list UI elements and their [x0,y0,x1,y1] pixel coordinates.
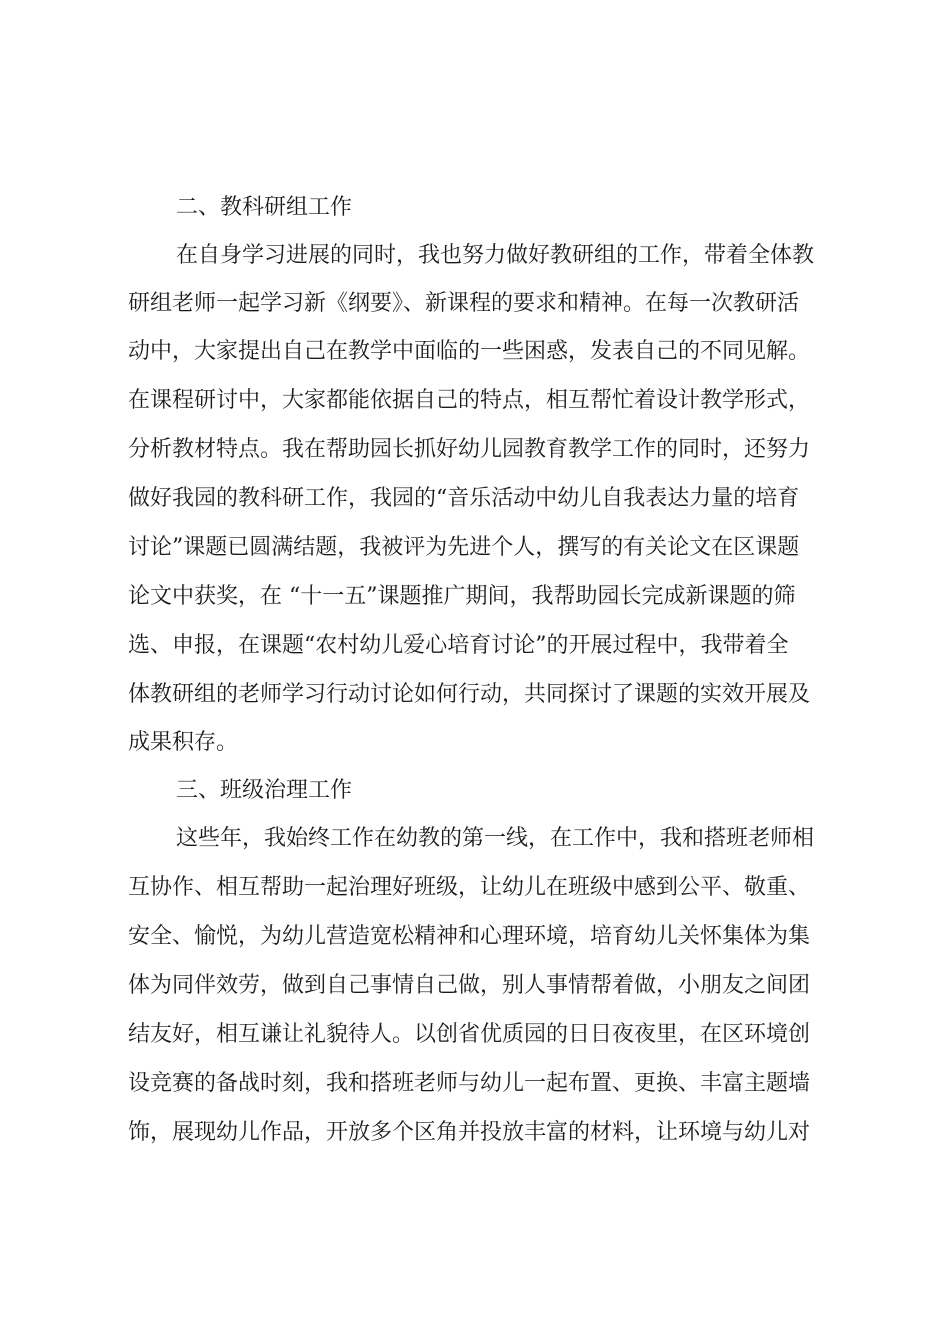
paragraph-line: 在课程研讨中，大家都能依据自己的特点，相互帮忙着设计教学形式， [128,388,811,413]
paragraph-line: 做好我园的教科研工作，我园的“音乐活动中幼儿自我表达力量的培育 [128,486,800,511]
paragraph-line: 研组老师一起学习新《纲要》、新课程的要求和精神。在每一次教研活 [128,291,800,316]
paragraph-line: 安全、愉悦，为幼儿营造宽松精神和心理环境，培育幼儿关怀集体为集 [128,924,811,949]
section-heading-3: 三、班级治理工作 [176,778,353,803]
paragraph-line: 这些年，我始终工作在幼教的第一线，在工作中，我和搭班老师相 [176,826,815,851]
section-heading-2: 二、教科研组工作 [176,195,353,220]
paragraph-line: 结友好，相互谦让礼貌待人。以创省优质园的日日夜夜里，在区环境创 [128,1022,811,1047]
paragraph-line: 互协作、相互帮助一起治理好班级，让幼儿在班级中感到公平、敬重、 [128,875,811,900]
paragraph-line: 体教研组的老师学习行动讨论如何行动，共同探讨了课题的实效开展及 [128,682,811,707]
paragraph-line: 选、申报，在课题“农村幼儿爱心培育讨论”的开展过程中，我带着全 [128,633,789,658]
paragraph-line: 体为同伴效劳，做到自己事情自己做，别人事情帮着做，小朋友之间团 [128,973,811,998]
paragraph-line: 设竞赛的备战时刻，我和搭班老师与幼儿一起布置、更换、丰富主题墙 [128,1071,811,1096]
paragraph-line: 讨论”课题已圆满结题，我被评为先进个人，撰写的有关论文在区课题 [128,535,800,560]
paragraph-line: 动中，大家提出自己在教学中面临的一些困惑，发表自己的不同见解。 [128,339,811,364]
paragraph-line: 分析教材特点。我在帮助园长抓好幼儿园教育教学工作的同时，还努力 [128,437,811,462]
paragraph-line: 饰，展现幼儿作品，开放多个区角并投放丰富的材料，让环境与幼儿对 [128,1120,811,1145]
paragraph-line: 成果积存。 [128,730,239,755]
paragraph-line: 在自身学习进展的同时，我也努力做好教研组的工作，带着全体教 [176,243,815,268]
paragraph-line: 论文中获奖，在 “十一五”课题推广期间，我帮助园长完成新课题的筛 [128,584,796,609]
